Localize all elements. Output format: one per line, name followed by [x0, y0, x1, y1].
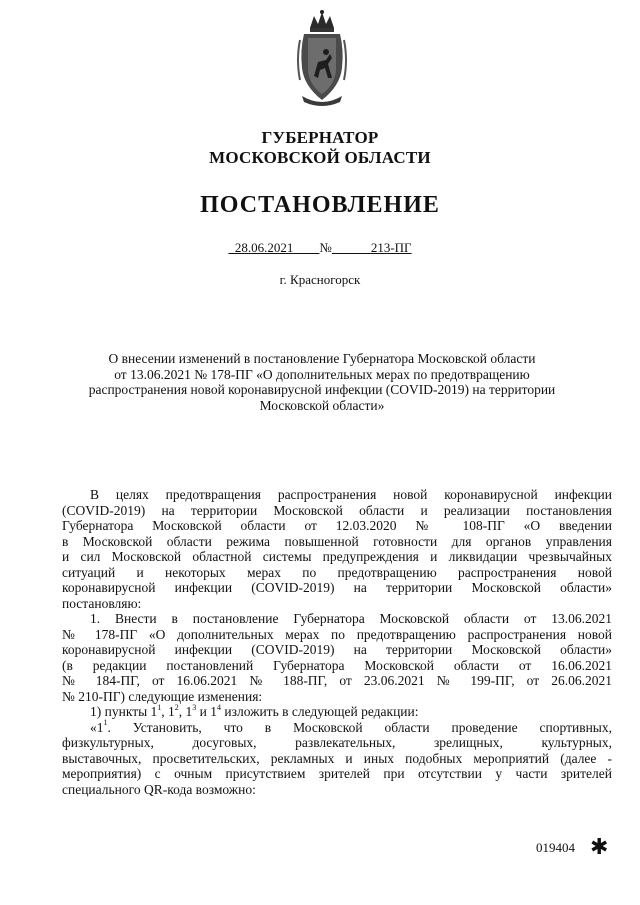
document-title	[62, 351, 582, 413]
body-line: № 184-ПГ, от 16.06.2021 № 188-ПГ, от 23.06.2021 № 199-ПГ, от 26.06.2021	[62, 673, 612, 688]
body-line: постановляю:	[62, 595, 142, 611]
authority-line-2: МОСКОВСКОЙ ОБЛАСТИ	[209, 148, 431, 167]
body-line: мероприятия) с очным присутствием зрителей при отсутствии у части зрителей	[62, 766, 612, 781]
document-body	[62, 487, 612, 797]
body-line: № 210-ПГ) следующие изменения:	[62, 688, 263, 704]
body-line: и сил Московской областной системы предупреждения и ликвидации чрезвычайных	[62, 549, 612, 564]
subitem-points-line: 1) пункты $1^1$, $1^2$, $1^3$ и $1^4$ изложить в следующей редакции:	[90, 702, 419, 719]
city-line: г. Красногорск	[279, 272, 361, 287]
body-line: Губернатора Московской области от 12.03.2020 № 108-ПГ «О введении	[62, 518, 612, 533]
body-line: В целях предотвращения распространения новой коронавирусной инфекции	[90, 487, 612, 502]
body-line: (COVID-2019) на территории Московской области и реализации постановления	[62, 502, 612, 518]
title-line: Московской области»	[259, 397, 385, 413]
body-line: специального QR-кода возможно:	[62, 781, 256, 797]
number-sign: №	[319, 240, 332, 255]
body-line: в Московской области режима повышенной готовности для органов управления	[62, 533, 612, 549]
document-type-heading: ПОСТАНОВЛЕНИЕ	[200, 192, 440, 218]
preamble-paragraph	[62, 487, 612, 611]
body-line: № 178-ПГ «О дополнительных мерах по предотвращению распространения новой	[62, 626, 612, 642]
body-line: коронавирусной инфекции (COVID-2019) на территории Московской области»	[62, 642, 612, 657]
title-line: О внесении изменений в постановление Губернатора Московской области	[108, 351, 536, 366]
authority-line-1: ГУБЕРНАТОР	[261, 128, 379, 147]
title-line: от 13.06.2021 № 178-ПГ «О дополнительных мерах по предотвращению	[114, 366, 530, 382]
body-line: 1. Внести в постановление Губернатора Московской области от 13.06.2021	[90, 611, 612, 626]
clause-paragraph	[62, 720, 612, 798]
coat-of-arms-emblem	[296, 10, 348, 108]
body-line: выставочных, просветительских, рекламных и иных подобных мероприятий (далее -	[62, 750, 612, 766]
body-line: (в редакции постановлений Губернатора Московской области от 16.06.2021	[62, 657, 612, 673]
title-line: распространения новой коронавирусной инфекции (COVID-2019) на территории	[88, 382, 556, 397]
item-1-paragraph	[62, 611, 612, 704]
number-field: 213-ПГ	[370, 240, 412, 255]
asterisk-mark-icon: ✱	[590, 834, 609, 859]
date-field: 28.06.2021	[234, 240, 294, 255]
body-line: физкультурных, досуговых, развлекательных, зрелищных, культурных,	[62, 735, 612, 750]
body-line: ситуаций и некоторых мерах по предотвращению распространения новой	[62, 564, 612, 580]
date-number-line	[0, 240, 640, 256]
serial-number: 019404	[536, 840, 575, 855]
clause-first-line: «$1^1$. Установить, что в Московской области проведение спортивных,	[90, 718, 612, 735]
body-line: коронавирусной инфекции (COVID-2019) на территории Московской области»	[62, 580, 612, 595]
